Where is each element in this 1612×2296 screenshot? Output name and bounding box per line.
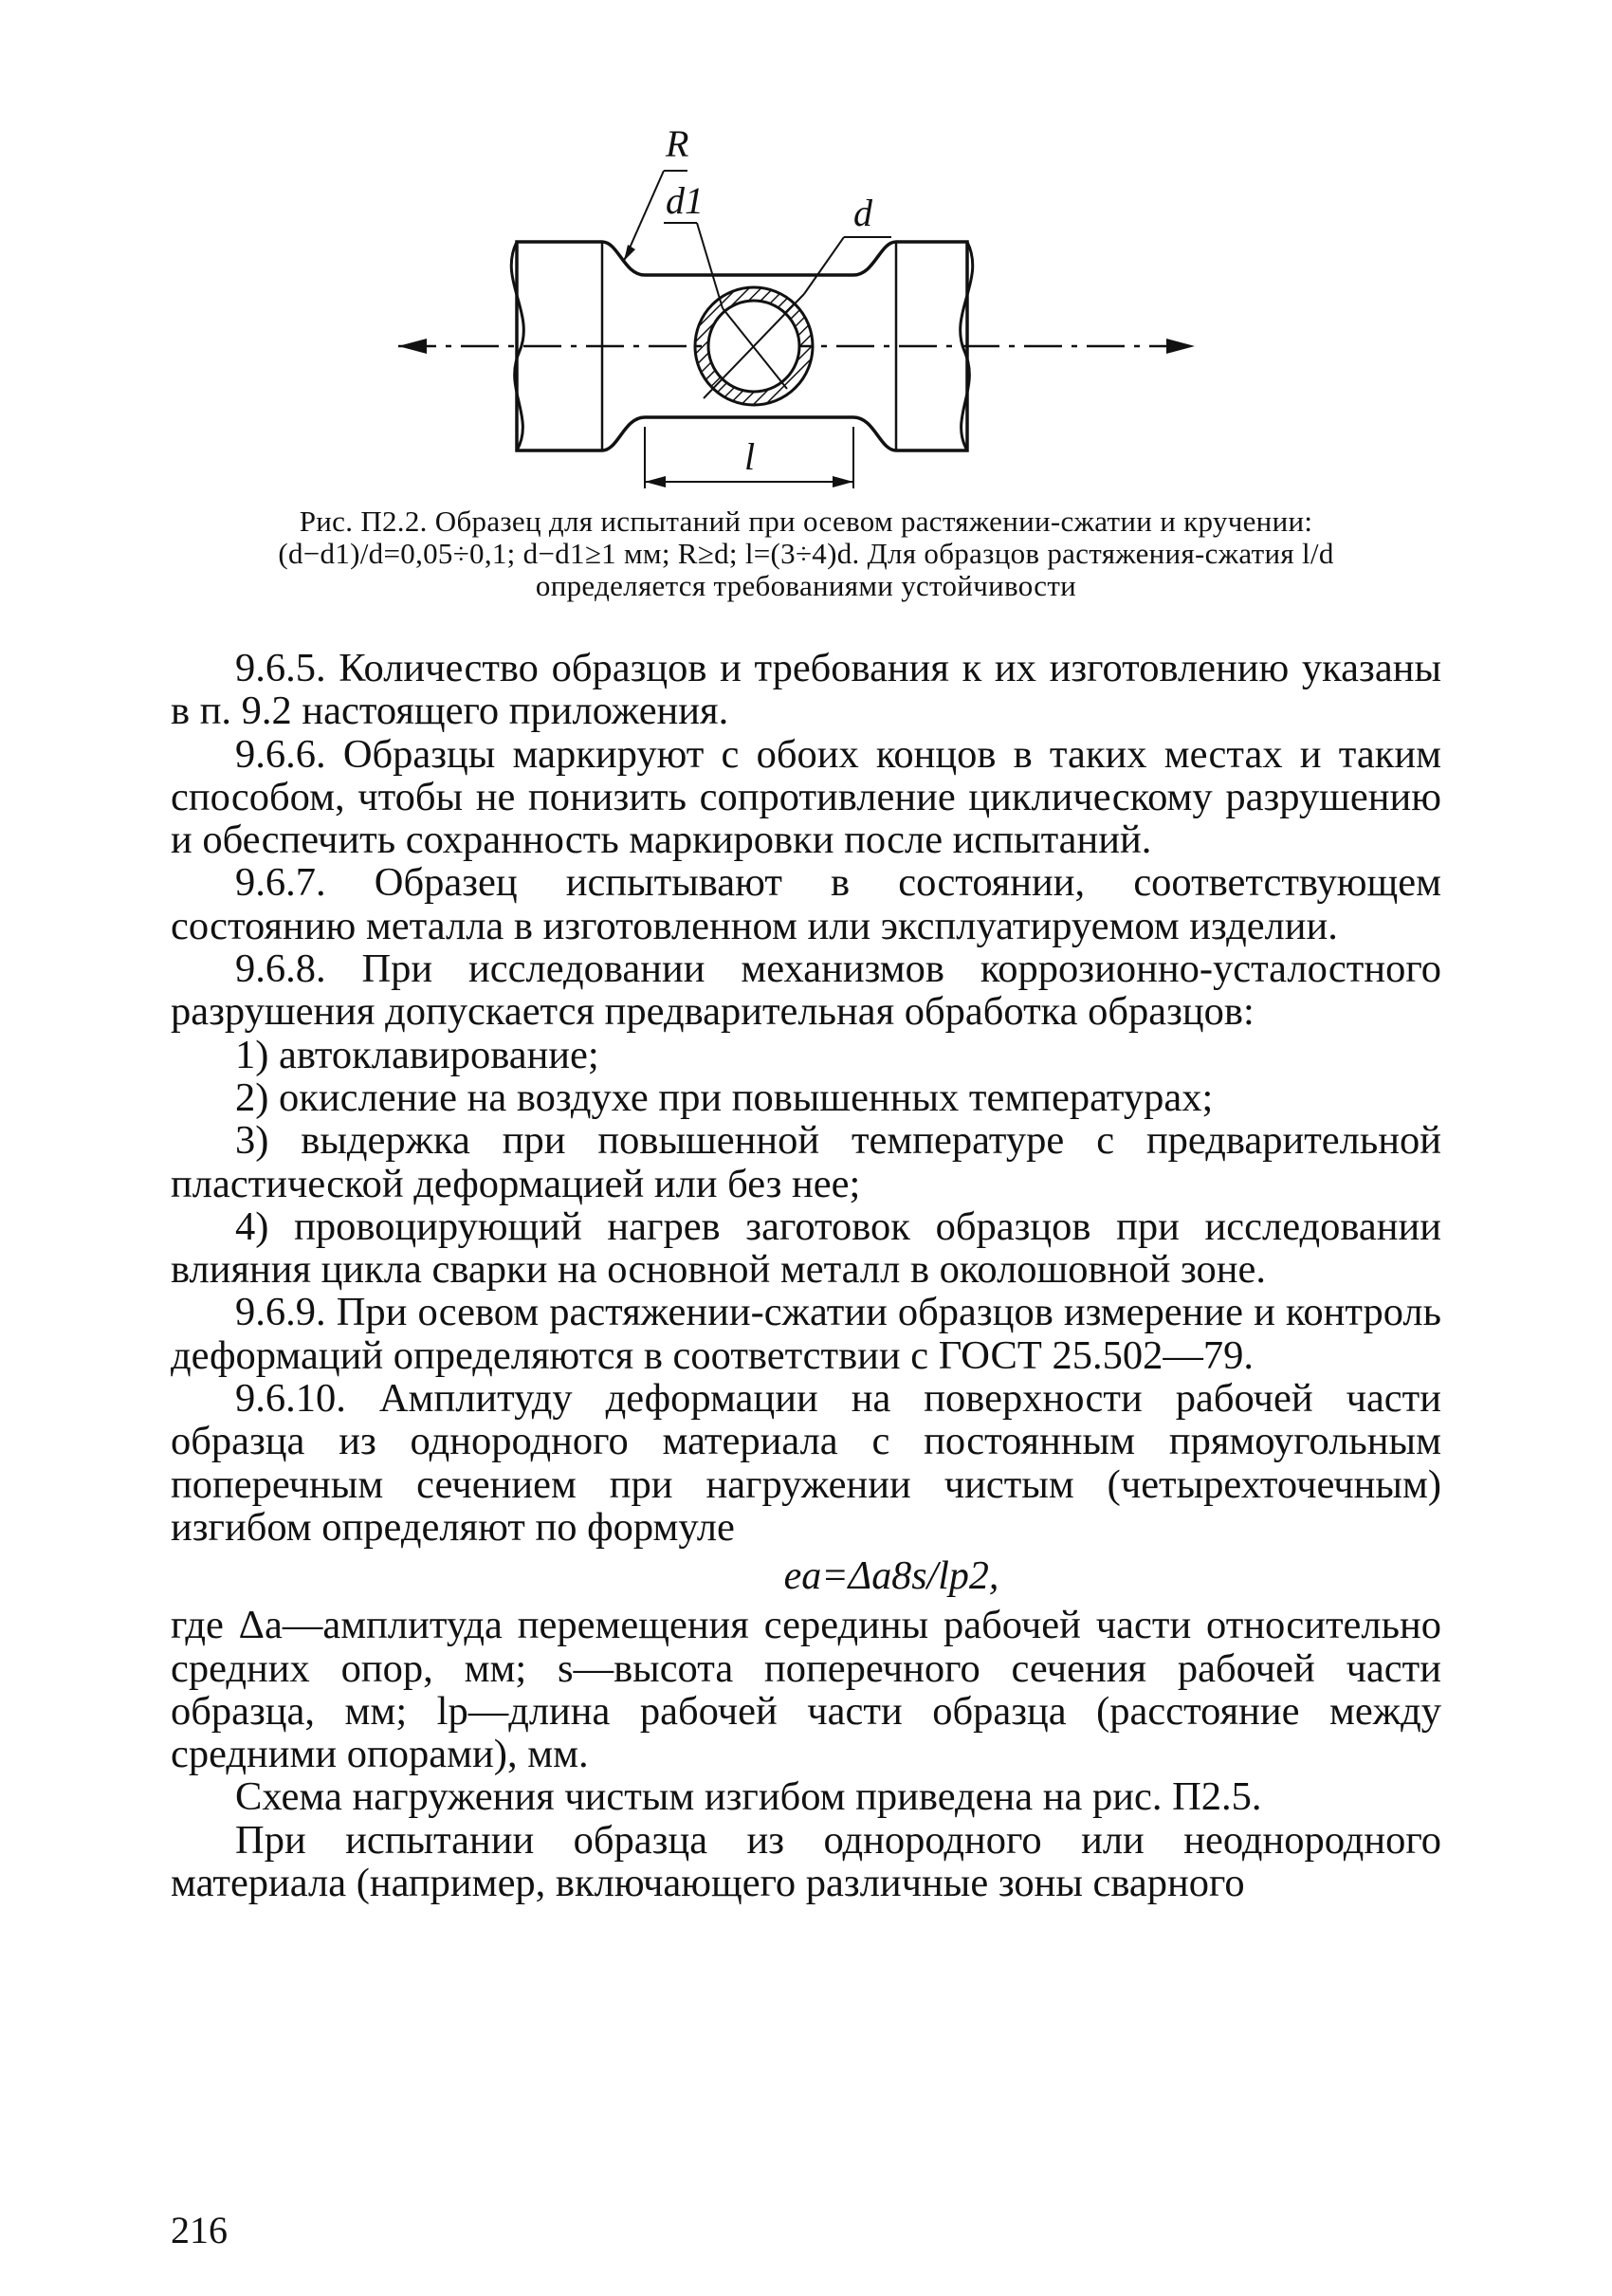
paragraph-9-6-6: 9.6.6. Образцы маркируют с обоих концов в таких местах и таким способом, чтобы не понизить сопротивление циклическому разрушению и обеспечить сохранность маркировки после испытаний. [171, 731, 1441, 863]
list-item-4: 4) провоцирующий нагрев заготовок образцов при исследовании влияния цикла сварки на основной металл в околошовной зоне. [171, 1203, 1441, 1293]
label-d1: d1 [666, 179, 704, 222]
caption-line-3: определяется требованиями устойчивости [535, 569, 1077, 602]
specimen-figure [379, 114, 1214, 493]
d1-leader [697, 223, 723, 308]
label-l: l [744, 435, 756, 478]
formula: ea=Δa8s/lp2, [783, 1554, 999, 1599]
specimen-drawing [379, 114, 1214, 493]
l-arrow-right-icon [833, 476, 853, 487]
caption-line-2: (d−d1)/d=0,05÷0,1; d−d1≥1 мм; R≥d; l=(3÷4)d. Для образцов растяжения-сжатия l/d [278, 537, 1334, 570]
list-item-2: 2) окисление на воздухе при повышенных температурах; [235, 1075, 1214, 1120]
caption-line-1: Рис. П2.2. Образец для испытаний при осевом растяжении-сжатии и кручении: [299, 505, 1313, 538]
scheme-reference: Схема нагружения чистым изгибом приведена на рис. П2.5. [235, 1774, 1262, 1820]
page-number: 216 [171, 2209, 228, 2251]
radius-arrow-icon [624, 245, 635, 261]
paragraph-9-6-5: 9.6.5. Количество образцов и требования к их изготовлению указаны в п. 9.2 настоящего приложения. [171, 646, 1441, 734]
d-leader [804, 237, 844, 294]
paragraph-9-6-10: 9.6.10. Амплитуду деформации на поверхности рабочей части образца из однородного материала с постоянным прямоугольным поперечным сечением при нагружении чистым (четырехточечным) изгибом определяют по формуле [171, 1376, 1441, 1550]
paragraph-last: При испытании образца из однородного или неоднородного материала (например, включающего различные зоны сварного [171, 1817, 1441, 1906]
list-item-3: 3) выдержка при повышенной температуре с предварительной пластической деформацией или без нее; [171, 1118, 1441, 1206]
figure-caption [171, 505, 1441, 602]
body-text [171, 647, 1441, 1904]
right-arrow-icon [1166, 339, 1195, 354]
formula-explanation: где Δa—амплитуда перемещения середины рабочей части относительно средних опор, мм; s—высота поперечного сечения рабочей части образца, мм; lp—длина рабочей части образца (расстояние между средними опорами), мм. [171, 1603, 1441, 1777]
label-R: R [666, 122, 689, 165]
paragraph-9-6-9: 9.6.9. При осевом растяжении-сжатии образцов измерение и контроль деформаций определяются в соответствии с ГОСТ 25.502—79. [171, 1290, 1441, 1378]
left-arrow-icon [398, 339, 427, 354]
paragraph-9-6-8: 9.6.8. При исследовании механизмов коррозионно-усталостного разрушения допускается предварительная обработка образцов: [171, 946, 1441, 1035]
paragraph-9-6-7: 9.6.7. Образец испытывают в состоянии, соответствующем состоянию металла в изготовленном или эксплуатируемом изделии. [171, 860, 1441, 948]
label-d: d [853, 192, 872, 234]
l-arrow-left-icon [645, 476, 666, 487]
list-item-1: 1) автоклавирование; [235, 1032, 599, 1077]
